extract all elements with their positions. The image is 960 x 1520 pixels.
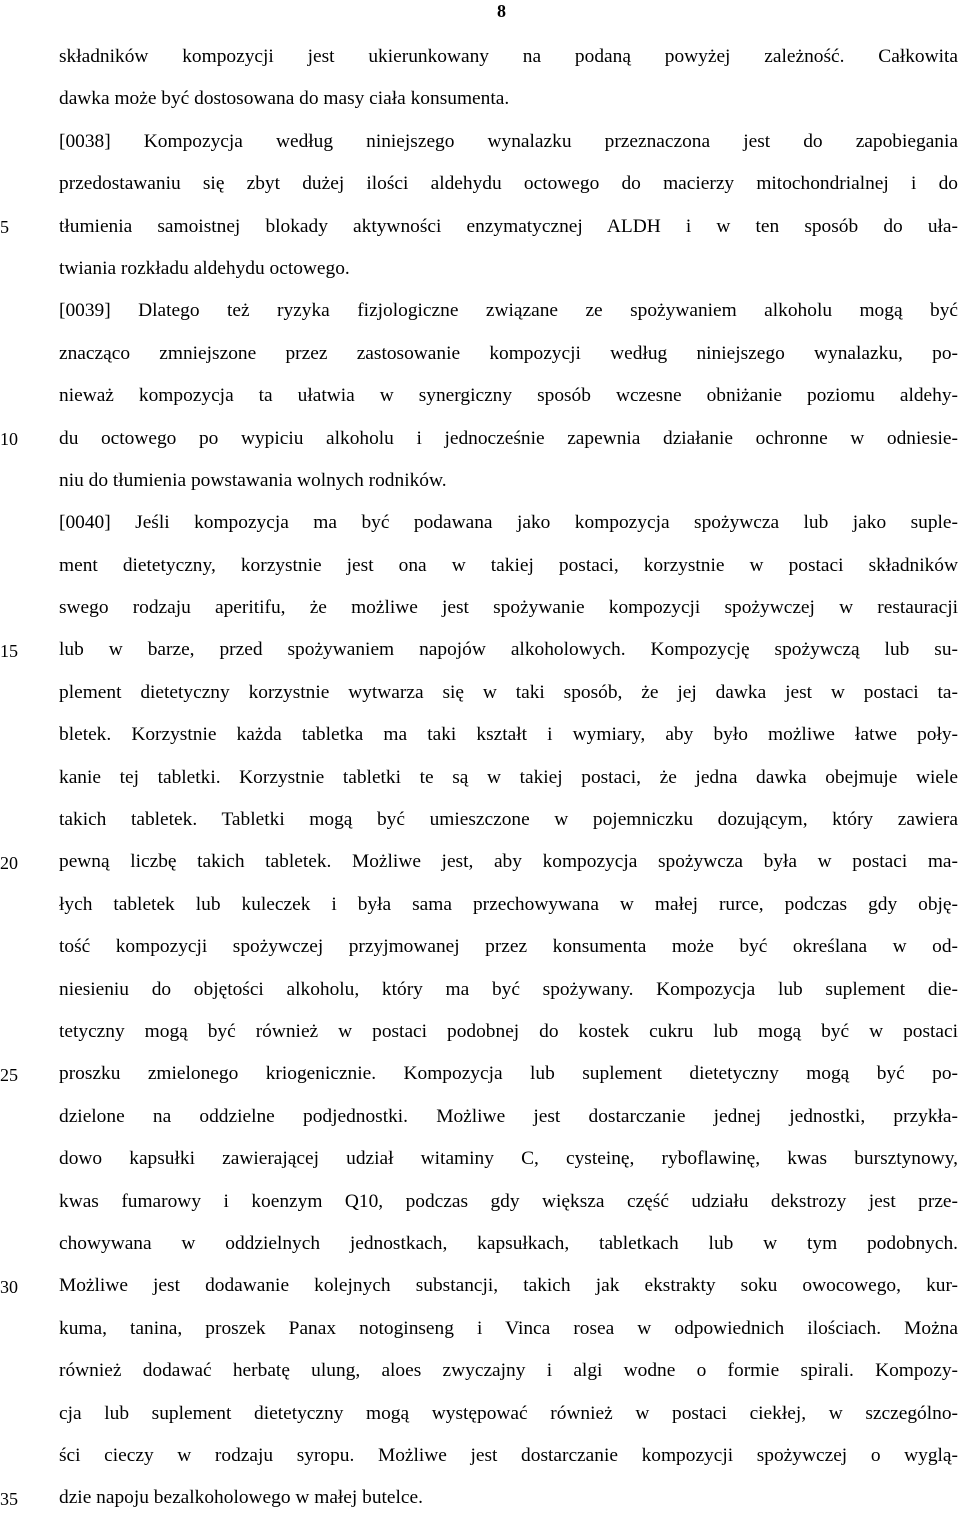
- text-line: przedostawaniu się zbyt dużej ilości aldehydu octowego do macierzy mitochondrialnej i do: [59, 173, 958, 195]
- text-line: tłumienia samoistnej blokady aktywności enzymatycznej ALDH i w ten sposób do uła-: [59, 215, 958, 237]
- text-line: dzie napoju bezalkoholowego w małej butelce.: [59, 1487, 423, 1509]
- page-number: 8: [497, 1, 506, 21]
- text-line: dzielone na oddzielne podjednostki. Możliwe jest dostarczanie jednej jednostki, przykła-: [59, 1105, 958, 1127]
- paragraph-0039-start: [0039] Dlatego też ryzyka fizjologiczne związane ze spożywaniem alkoholu mogą być: [59, 300, 958, 322]
- text-line: również dodawać herbatę ulung, aloes zwyczajny i algi wodne o formie spirali. Kompozy-: [59, 1360, 958, 1382]
- text-line: swego rodzaju aperitifu, że możliwe jest spożywanie kompozycji spożywczej w restauracji: [59, 597, 958, 619]
- text-line: dawka może być dostosowana do masy ciała konsumenta.: [59, 88, 510, 110]
- text-line: proszku zmielonego kriogenicznie. Kompozycja lub suplement dietetyczny mogą być po-: [59, 1063, 958, 1085]
- text-line: kwas fumarowy i koenzym Q10, podczas gdy większa część udziału dekstrozy jest prze-: [59, 1190, 958, 1212]
- text-line: znacząco zmniejszone przez zastosowanie kompozycji według niniejszego wynalazku, po-: [59, 342, 958, 364]
- line-number-20: 20: [0, 852, 18, 873]
- line-number-15: 15: [0, 640, 18, 661]
- text-line: dowo kapsułki zawierającej udział witaminy C, cysteinę, ryboflawinę, kwas bursztynowy,: [59, 1148, 958, 1170]
- paragraph-0038-start: [0038] Kompozycja według niniejszego wynalazku przeznaczona jest do zapobiegania: [59, 130, 958, 152]
- text-line: kuma, tanina, proszek Panax notoginseng i Vinca rosea w odpowiednich ilościach. Można: [59, 1317, 958, 1339]
- text-line: tość kompozycji spożywczej przyjmowanej przez konsumenta może być określana w od-: [59, 936, 958, 958]
- text-line: pewną liczbę takich tabletek. Możliwe jest, aby kompozycja spożywcza była w postaci ma-: [59, 851, 958, 873]
- text-line: tetyczny mogą być również w postaci podobnej do kostek cukru lub mogą być w postaci: [59, 1020, 958, 1042]
- text-line: łych tabletek lub kuleczek i była sama przechowywana w małej rurce, podczas gdy obję-: [59, 893, 958, 915]
- text-line: kanie tej tabletki. Korzystnie tabletki te są w takiej postaci, że jedna dawka obejmuje wiele: [59, 766, 958, 788]
- text-line: ment dietetyczny, korzystnie jest ona w takiej postaci, korzystnie w postaci składników: [59, 554, 958, 576]
- text-line: składników kompozycji jest ukierunkowany na podaną powyżej zależność. Całkowita: [59, 46, 958, 67]
- text-line: ści cieczy w rodzaju syropu. Możliwe jest dostarczanie kompozycji spożywczej o wyglą-: [59, 1444, 958, 1466]
- text-line: cja lub suplement dietetyczny mogą występować również w postaci ciekłej, w szczególno-: [59, 1402, 958, 1424]
- text-line: Możliwe jest dodawanie kolejnych substancji, takich jak ekstrakty soku owocowego, kur-: [59, 1275, 958, 1297]
- line-number-30: 30: [0, 1276, 18, 1297]
- text-line: plement dietetyczny korzystnie wytwarza się w taki sposób, że jej dawka jest w postaci ta-: [59, 681, 958, 703]
- text-line: takich tabletek. Tabletki mogą być umieszczone w pojemniczku dozującym, który zawiera: [59, 809, 958, 831]
- line-number-10: 10: [0, 428, 18, 449]
- text-line: du octowego po wypiciu alkoholu i jednocześnie zapewnia działanie ochronne w odniesie-: [59, 427, 958, 449]
- text-line: lub w barze, przed spożywaniem napojów alkoholowych. Kompozycję spożywczą lub su-: [59, 639, 958, 661]
- text-line: nieważ kompozycja ta ułatwia w synergiczny sposób wczesne obniżanie poziomu aldehy-: [59, 385, 958, 407]
- line-number-25: 25: [0, 1064, 18, 1085]
- paragraph-0040-start: [0040] Jeśli kompozycja ma być podawana jako kompozycja spożywcza lub jako suple-: [59, 512, 958, 534]
- text-line: chowywana w oddzielnych jednostkach, kapsułkach, tabletkach lub w tym podobnych.: [59, 1232, 958, 1254]
- text-line: niu do tłumienia powstawania wolnych rodników.: [59, 469, 447, 491]
- line-number-35: 35: [0, 1488, 18, 1509]
- text-line: niesieniu do objętości alkoholu, który ma być spożywany. Kompozycja lub suplement die-: [59, 978, 958, 1000]
- text-line: bletek. Korzystnie każda tabletka ma taki kształt i wymiary, aby było możliwe łatwe poły-: [59, 724, 958, 746]
- line-number-5: 5: [0, 216, 9, 237]
- document-body: [59, 36, 958, 1520]
- text-line: twiania rozkładu aldehydu octowego.: [59, 257, 350, 279]
